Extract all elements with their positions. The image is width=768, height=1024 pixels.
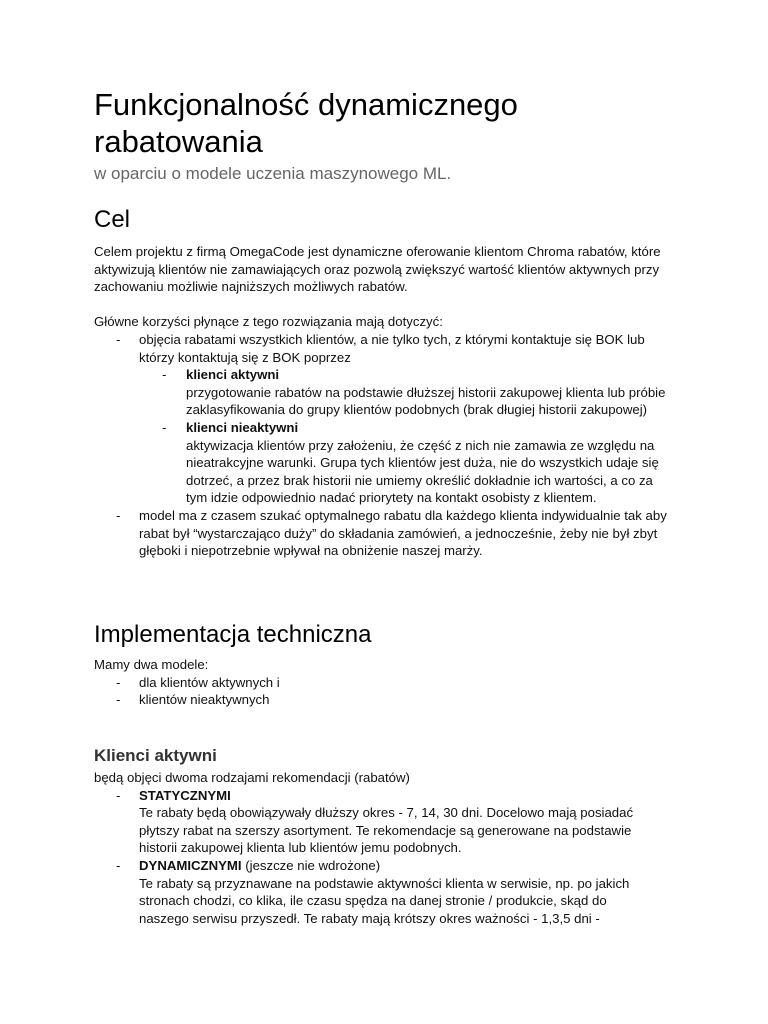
- list-item: [94, 507, 669, 560]
- bullet-dash: -: [162, 419, 167, 435]
- active-body: [94, 769, 684, 927]
- list-item-text: aktywizacja klientów przy założeniu, że część z nich nie zamawia ze względu na nieatrakcyjne warunki. Grupa tych klientów jest duża, nie do wszystkich udaje się dotrzeć, a przez brak historii nie umiemy określić dokładnie ich wartości, a co za tym idzie odpowiednio nadać priorytety na kontakt osobisty z klientem.: [186, 437, 659, 506]
- subsection-heading-klienci-aktywni: Klienci aktywni: [94, 746, 217, 765]
- bullet-dash: -: [116, 787, 121, 803]
- list-item-text: Te rabaty będą obowiązywały dłuższy okres - 7, 14, 30 dni. Docelowo mają posiadać płytszy rabat na szerszy asortyment. Te rekomendacje są generowane na podstawie historii zakupowej klienta lub klientów jemu podobnych.: [139, 805, 634, 856]
- list-item-label: klienci aktywni: [186, 367, 280, 383]
- list-item-text: objęcia rabatami wszystkich klientów, a nie tylko tych, z którymi kontaktuje się BOK lub którzy kontaktują się z BOK poprzez: [139, 332, 645, 365]
- bullet-dash: -: [116, 857, 121, 873]
- list-item: [94, 331, 669, 366]
- list-item-label: DYNAMICZNYMI: [139, 857, 242, 873]
- active-intro: będą objęci dwoma rodzajami rekomendacji (rabatów): [94, 770, 410, 785]
- bullet-dash: -: [162, 367, 167, 383]
- list-item: [94, 691, 684, 709]
- list-item-text: dla klientów aktywnych i: [139, 674, 280, 690]
- list-item-label: STATYCZNYMI: [139, 787, 231, 803]
- benefits-list: [94, 331, 684, 560]
- list-item-text: model ma z czasem szukać optymalnego rabatu dla każdego klienta indywidualnie tak aby rabat był “wystarczająco duży” do składania zamówień, a jednocześnie, żeby nie był zbyt głęboki i niepotrzebnie wpływał na obniżenie naszej marży.: [139, 507, 667, 559]
- bullet-dash: -: [116, 692, 121, 708]
- list-item: [94, 366, 676, 419]
- title-line-2: rabatowania: [94, 124, 263, 159]
- list-item-text: przygotowanie rabatów na podstawie dłuższej historii zakupowej klienta lub próbie zaklasyfikowania do grupy klientów podobnych (brak długiej historii zakupowej): [186, 384, 666, 418]
- impl-body: [94, 656, 684, 709]
- list-item: [94, 857, 649, 927]
- title-line-1: Funkcjonalność dynamicznego: [94, 87, 518, 122]
- list-item-label: klienci nieaktywni: [186, 419, 299, 435]
- cel-body: [94, 243, 684, 331]
- document-title: [94, 86, 518, 160]
- list-item-text: klientów nieaktywnych: [139, 692, 270, 708]
- bullet-dash: -: [116, 332, 121, 347]
- list-item: [94, 419, 676, 507]
- list-item: [94, 787, 649, 857]
- list-item-text: Te rabaty są przyznawane na podstawie aktywności klienta w serwisie, np. po jakich stronach chodzi, co klika, ile czasu spędza na danej stronie / produkcie, skąd do naszego serwisu przyszedł. Te rabaty mają krótszy okres ważności - 1,3,5 dni -: [139, 875, 630, 926]
- cel-intro-paragraph: Celem projektu z firmą OmegaCode jest dynamiczne oferowanie klientom Chroma rabatów, które aktywizują klientów nie zamawiających oraz pozwolą zwiększyć wartość klientów aktywnych przy zachowaniu możliwie najniższych możliwych rabatów.: [94, 244, 661, 295]
- list-item-note: (jeszcze nie wdrożone): [241, 857, 381, 873]
- impl-intro: Mamy dwa modele:: [94, 657, 209, 672]
- list-item: [94, 674, 684, 692]
- bullet-dash: -: [116, 507, 121, 523]
- bullet-dash: -: [116, 674, 121, 690]
- benefits-intro: Główne korzyści płynące z tego rozwiązania mają dotyczyć:: [94, 314, 443, 330]
- document-subtitle: w oparciu o modele uczenia maszynowego ML.: [94, 164, 452, 183]
- section-heading-cel: Cel: [94, 206, 131, 233]
- section-heading-implementacja: Implementacja techniczna: [94, 621, 372, 648]
